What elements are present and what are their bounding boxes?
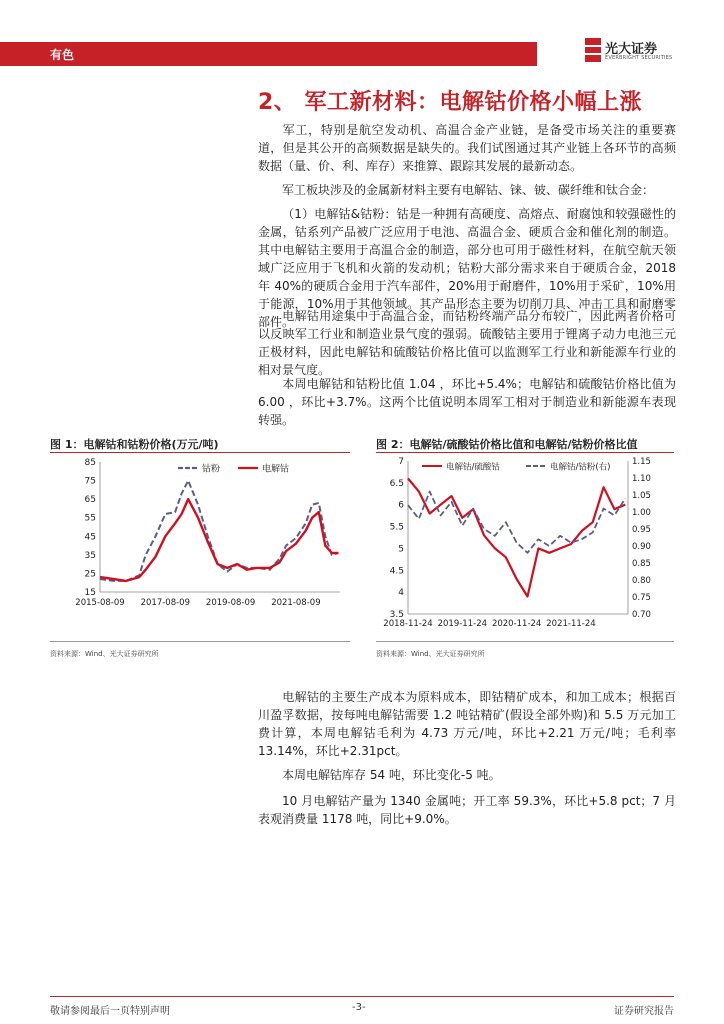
chart2-x-tick-label: 2020-11-24	[491, 619, 542, 629]
figure1-chart	[50, 454, 350, 640]
chart2-right-tick-label: 1.15	[632, 457, 651, 467]
chart1-x-tick-label: 2019-08-09	[205, 598, 256, 608]
chart1-x-tick-label: 2021-08-09	[271, 598, 321, 608]
chart2-x-tick-label: 2018-11-24	[383, 619, 433, 629]
chart1-legend-label-1: 钴粉	[202, 464, 221, 475]
footer-disclaimer: 敬请参阅最后一页特别声明	[50, 1006, 170, 1017]
footer-rule	[50, 996, 674, 997]
chart1-y-tick-label: 55	[84, 513, 96, 524]
chart2-left-tick-label: 6.5	[389, 478, 404, 489]
chart1-y-tick-label: 35	[84, 550, 96, 561]
figure2-title: 图 2：电解钴/硫酸钴价格比值和电解钴/钴粉价格比值	[376, 438, 638, 451]
paragraph-1: 军工，特别是航空发动机、高温合金产业链，是备受市场关注的重要赛道，但是其公开的高频数据是缺失的。我们试图通过其产业链上各环节的高频数据（量、价、利、库存）来推算、跟踪其发展的最新动态。	[258, 123, 676, 173]
chart2-right-tick-label: 1.00	[632, 508, 651, 518]
chart1-y-tick-label: 85	[84, 458, 96, 468]
chart2-right-tick-label: 0.80	[632, 576, 651, 586]
chart2-left-tick-label: 7	[398, 457, 404, 467]
chart2-left-tick-label: 4	[398, 588, 404, 599]
paragraph-3: （1）电解钴&钴粉：钴是一种拥有高硬度、高熔点、耐腐蚀和较强磁性的金属，钴系列产品被广泛应用于电池、高温合金、硬质合金和催化剂的制造。其中电解钴主要用于高温合金的制造，部分也可用于磁性材料，在航空航天领域广泛应用于飞机和火箭的发动机；钴粉大部分需求来自于硬质合金，2018 年 40%的硬质合金用于汽车部件，20%用于耐磨件，10%用于采矿，10%用于能源，10%用于其他领域。其产品形态主要为切削刀具、冲击工具和耐磨零部件。	[258, 207, 676, 329]
chart1-series-line-2	[100, 499, 338, 581]
chart2-left-tick-label: 5	[398, 544, 404, 555]
chart1-y-tick-label: 15	[84, 588, 96, 598]
section-title: 2、 军工新材料：电解钴价格小幅上涨	[258, 90, 642, 115]
chart2-right-tick-label: 1.05	[632, 491, 651, 501]
paragraph-4: 电解钴用途集中于高温合金，而钴粉终端产品分布较广，因此两者价格可以反映军工行业和制造业景气度的强弱。硫酸钴主要用于锂离子动力电池三元正极材料，因此电解钴和硫酸钴价格比值可以监测军工行业和新能源车行业的相对景气度。	[258, 309, 676, 377]
header-sector-bar	[0, 42, 537, 66]
paragraph-5: 本周电解钴和钴粉比值 1.04 ，环比+5.4%；电解钴和硫酸钴价格比值为 6.00 ，环比+3.7%。这两个比值说明本周军工相对于制造业和新能源车表现转强。	[258, 377, 676, 427]
logo-text-en: EVERBRIGHT SECURITIES	[605, 55, 673, 61]
paragraph-7: 本周电解钴库存 54 吨，环比变化-5 吨。	[282, 768, 501, 782]
chart2-legend-label-1: 电解钴/硫酸钴	[446, 462, 500, 473]
chart2-right-tick-label: 0.75	[632, 593, 651, 603]
figure2-top-rule	[376, 452, 674, 453]
header-sector-label: 有色	[50, 48, 75, 62]
paragraph-6: 电解钴的主要生产成本为原料成本，即钴精矿成本，和加工成本；根据百川盈孚数据，按每吨电解钴需要 1.2 吨钴精矿(假设全部外购)和 5.5 万元加工费计算，本周电解钴毛利为 4.73 万元/吨，环比+2.21 万元/吨；毛利率 13.14%，环比+2.31pct。	[258, 690, 676, 758]
figure2-chart	[376, 454, 674, 640]
chart2-x-tick-label: 2019-11-24	[437, 619, 488, 629]
chart2-right-tick-label: 0.70	[632, 610, 651, 620]
chart2-right-tick-label: 0.95	[632, 525, 651, 535]
chart2-series-line-1	[408, 479, 625, 597]
logo-mark-icon	[585, 38, 601, 62]
footer-report-type: 证券研究报告	[614, 1006, 674, 1017]
company-logo	[585, 36, 695, 66]
footer-page-number: -3-	[352, 1002, 366, 1013]
chart1-x-tick-label: 2017-08-09	[140, 598, 191, 608]
paragraph-2: 军工板块涉及的金属新材料主要有电解钴、铼、铍、碳纤维和钛合金：	[282, 183, 655, 197]
figure1-bottom-rule	[50, 641, 350, 642]
chart1-x-tick-label: 2015-08-09	[75, 598, 125, 608]
figure1-title: 图 1：电解钴和钴粉价格(万元/吨)	[50, 438, 219, 451]
chart2-left-tick-label: 5.5	[389, 522, 404, 533]
chart2-left-tick-label: 3.5	[389, 610, 404, 620]
chart2-legend-label-2: 电解钴/钴粉(右)	[550, 462, 611, 473]
paragraph-8: 10 月电解钴产量为 1340 金属吨；开工率 59.3%，环比+5.8 pct；7 月表观消费量 1178 吨，同比+9.0%。	[258, 794, 676, 826]
chart1-y-tick-label: 75	[84, 476, 96, 487]
chart2-right-tick-label: 0.85	[632, 559, 651, 569]
figure1-top-rule	[50, 452, 350, 453]
figure2-bottom-rule	[376, 641, 674, 642]
logo-text-cn: 光大证券	[605, 42, 658, 57]
chart1-y-tick-label: 65	[84, 495, 96, 506]
chart2-x-tick-label: 2021-11-24	[546, 619, 596, 629]
chart2-left-tick-label: 4.5	[389, 566, 404, 577]
chart1-legend-label-2: 电解钴	[262, 464, 290, 475]
chart1-y-tick-label: 25	[84, 569, 96, 580]
figure1-source: 资料来源：Wind、光大证券研究所	[50, 650, 159, 658]
figure2-source: 资料来源：Wind、光大证券研究所	[376, 650, 485, 658]
chart2-right-tick-label: 1.10	[632, 474, 651, 484]
chart1-y-tick-label: 45	[84, 532, 96, 543]
chart2-left-tick-label: 6	[398, 500, 404, 511]
chart2-right-tick-label: 0.90	[632, 542, 651, 552]
